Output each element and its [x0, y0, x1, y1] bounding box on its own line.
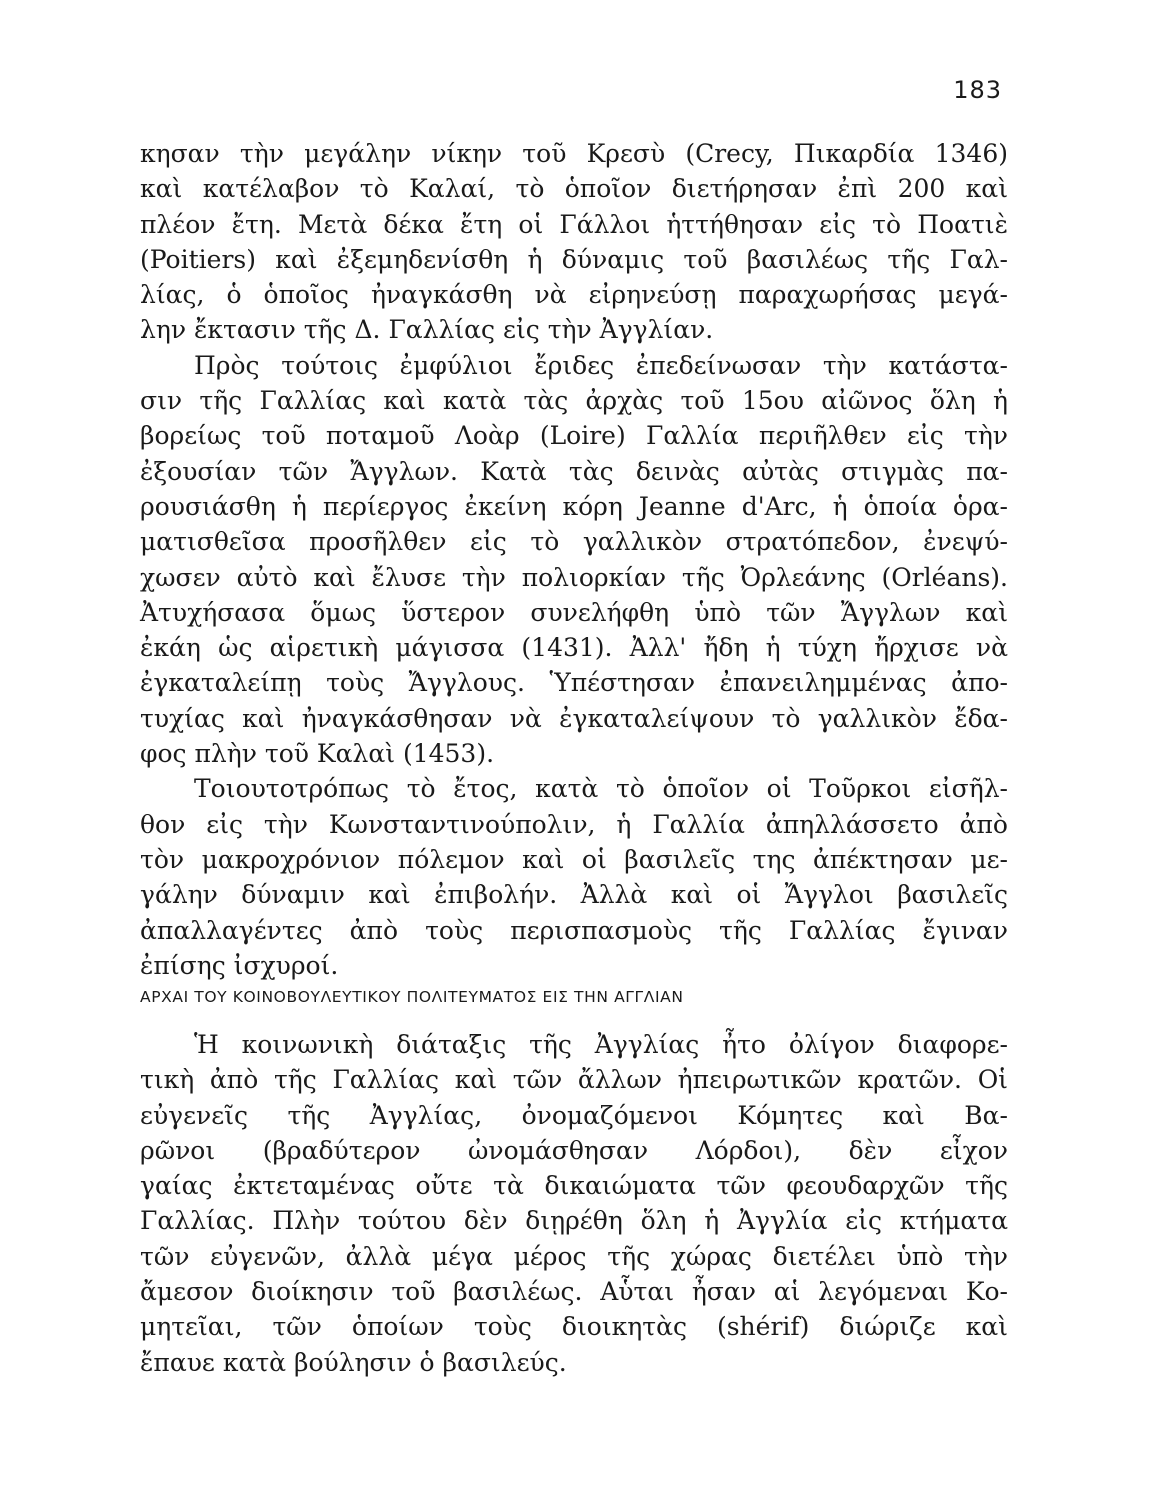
text-line: Ἡ κοινωνικὴ διάταξις τῆς Ἀγγλίας ἦτο ὀλίγον διαφορε-	[194, 1030, 1008, 1059]
text-line: τικὴ ἀπὸ τῆς Γαλλίας καὶ τῶν ἄλλων ἠπειρωτικῶν κρατῶν. Οἱ	[140, 1065, 1008, 1095]
text-line: ἐξουσίαν τῶν Ἄγγλων. Κατὰ τὰς δεινὰς αὐτὰς στιγμὰς πα-	[140, 456, 1008, 486]
text-line: θον εἰς τὴν Κωνσταντινούπολιν, ἡ Γαλλία ἀπηλλάσσετο ἀπὸ	[140, 809, 1008, 839]
text-line: πλέον ἔτη. Μετὰ δέκα ἔτη οἱ Γάλλοι ἡττήθησαν εἰς τὸ Ποατιὲ	[140, 209, 1008, 239]
text-line: Τοιουτοτρόπως τὸ ἔτος, κατὰ τὸ ὁποῖον οἱ Τοῦρκοι εἰσῆλ-	[194, 774, 1008, 804]
text-line: ρῶνοι (βραδύτερον ὠνομάσθησαν Λόρδοι), δὲν εἶχον	[140, 1135, 1008, 1165]
text-line: τῶν εὐγενῶν, ἀλλὰ μέγα μέρος τῆς χώρας διετέλει ὑπὸ τὴν	[140, 1241, 1008, 1271]
section-2-text	[140, 1027, 1008, 1380]
text-line: ἄμεσον διοίκησιν τοῦ βασιλέως. Αὗται ἦσαν αἱ λεγόμεναι Κο-	[140, 1277, 1008, 1307]
text-line: λην ἔκτασιν τῆς Δ. Γαλλίας εἰς τὴν Ἀγγλίαν.	[140, 315, 714, 345]
text-line: χωσεν αὐτὸ καὶ ἔλυσε τὴν πολιορκίαν τῆς Ὀρλεάνης (Orléans).	[140, 562, 1008, 592]
text-line: καὶ κατέλαβον τὸ Καλαί, τὸ ὁποῖον διετήρησαν ἐπὶ 200 καὶ	[140, 174, 1008, 204]
page-number: 183	[953, 76, 1002, 104]
text-line: ρουσιάσθη ἡ περίεργος ἐκείνη κόρη Jeanne d'Arc, ἡ ὁποία ὁρα-	[140, 491, 1008, 521]
text-line: ἐκάη ὡς αἱρετικὴ μάγισσα (1431). Ἀλλ' ἤδη ἡ τύχη ἤρχισε νὰ	[140, 633, 1008, 663]
text-line: τυχίας καὶ ἠναγκάσθησαν νὰ ἐγκαταλείψουν τὸ γαλλικὸν ἔδα-	[140, 703, 1008, 733]
text-line: Πρὸς τούτοις ἐμφύλιοι ἔριδες ἐπεδείνωσαν τὴν κατάστα-	[194, 350, 1008, 380]
text-line: ἀπαλλαγέντες ἀπὸ τοὺς περισπασμοὺς τῆς Γαλλίας ἔγιναν	[140, 915, 1008, 945]
text-line: φος πλὴν τοῦ Καλαὶ (1453).	[140, 739, 495, 769]
text-line: εὐγενεῖς τῆς Ἀγγλίας, ὀνομαζόμενοι Κόμητες καὶ Βα-	[140, 1100, 1008, 1130]
text-line: μητεῖαι, τῶν ὁποίων τοὺς διοικητὰς (shérif) διώριζε καὶ	[140, 1312, 1008, 1342]
text-line: Ἀτυχήσασα ὅμως ὕστερον συνελήφθη ὑπὸ τῶν Ἄγγλων καὶ	[140, 597, 1008, 627]
text-line: γάλην δύναμιν καὶ ἐπιβολήν. Ἀλλὰ καὶ οἱ Ἄγγλοι βασιλεῖς	[140, 880, 1008, 910]
text-line: ἐπίσης ἰσχυροί.	[140, 950, 339, 980]
text-line: (Poitiers) καὶ ἐξεμηδενίσθη ἡ δύναμις τοῦ βασιλέως τῆς Γαλ-	[140, 244, 1008, 274]
text-line: βορείως τοῦ ποταμοῦ Λοὰρ (Loire) Γαλλία περιῆλθεν εἰς τὴν	[140, 421, 1008, 451]
text-line: κησαν τὴν μεγάλην νίκην τοῦ Κρεσὺ (Crecy, Πικαρδία 1346)	[140, 139, 1008, 168]
text-line: ματισθεῖσα προσῆλθεν εἰς τὸ γαλλικὸν στρατόπεδον, ἐνεψύ-	[140, 527, 1008, 557]
text-line: σιν τῆς Γαλλίας καὶ κατὰ τὰς ἀρχὰς τοῦ 15ου αἰῶνος ὅλη ἡ	[140, 386, 1008, 416]
text-line: ἐγκαταλείπῃ τοὺς Ἄγγλους. Ὑπέστησαν ἐπανειλημμένας ἀπο-	[140, 668, 1008, 698]
text-line: τὸν μακροχρόνιον πόλεμον καὶ οἱ βασιλεῖς της ἀπέκτησαν με-	[140, 844, 1008, 874]
section-1-text	[140, 136, 1008, 983]
text-line: γαίας ἐκτεταμένας οὔτε τὰ δικαιώματα τῶν φεουδαρχῶν τῆς	[140, 1171, 1008, 1201]
text-line: ἔπαυε κατὰ βούλησιν ὁ βασιλεύς.	[140, 1347, 567, 1377]
text-line: λίας, ὁ ὁποῖος ἠναγκάσθη νὰ εἰρηνεύσῃ παραχωρήσας μεγά-	[140, 280, 1008, 310]
section-heading: ΑΡΧΑΙ ΤΟΥ ΚΟΙΝΟΒΟΥΛΕΥΤΙΚΟΥ ΠΟΛΙΤΕΥΜΑΤΟΣ ΕΙΣ ΤΗΝ ΑΓΓΛΙΑΝ	[140, 988, 684, 1006]
text-line: Γαλλίας. Πλὴν τούτου δὲν διῃρέθη ὅλη ἡ Ἀγγλία εἰς κτήματα	[140, 1206, 1008, 1236]
